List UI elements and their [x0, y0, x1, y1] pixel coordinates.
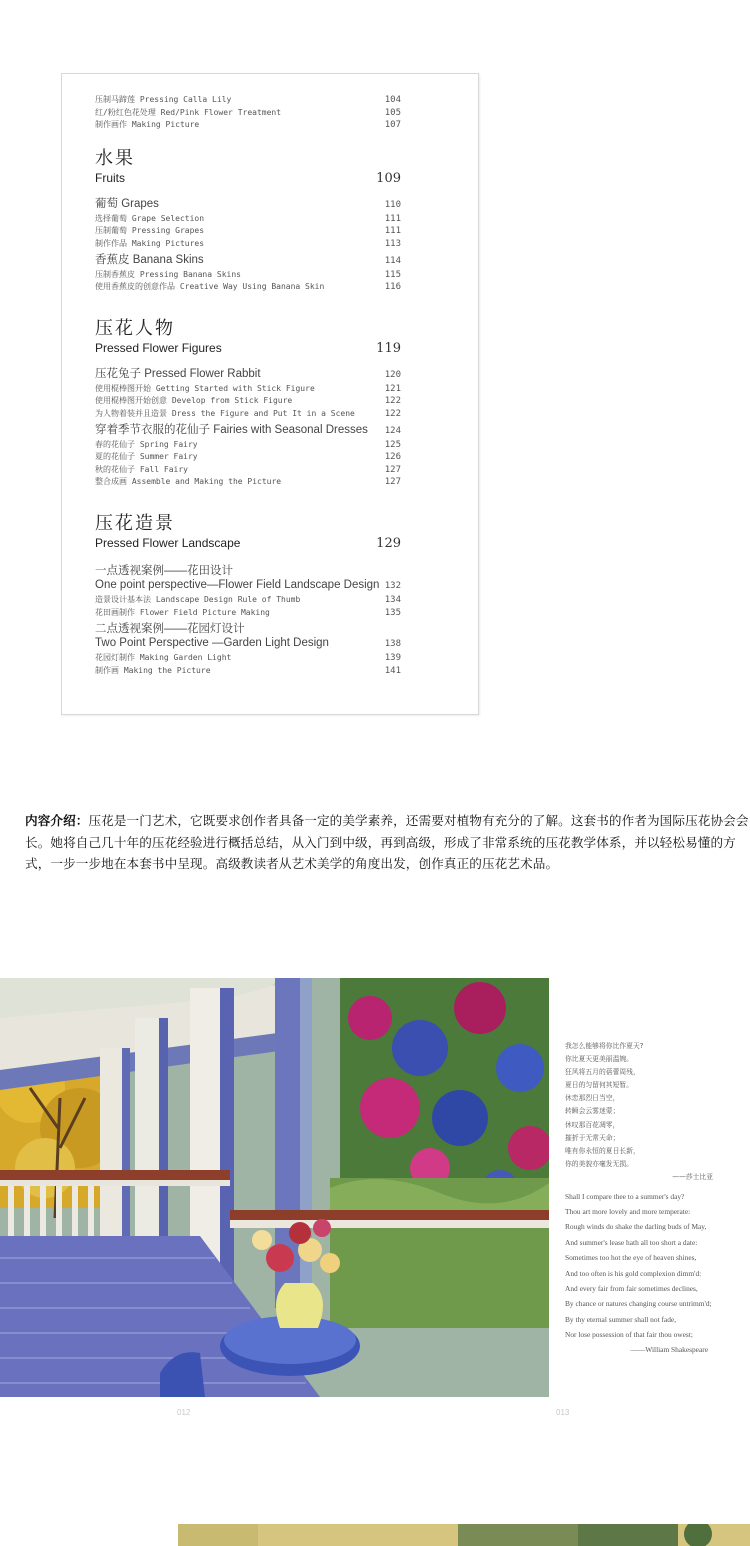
poem-en-line: By thy eternal summer shall not fade, — [565, 1314, 677, 1324]
toc-entry — [95, 451, 401, 464]
page-number-left: 012 — [177, 1408, 191, 1417]
toc-group-page: 110 — [384, 199, 401, 210]
toc-entry-page: 122 — [384, 396, 401, 407]
toc-entry-label: 使用棍棒图开始创意 Develop from Stick Figure — [95, 396, 293, 406]
poem-en-line: By chance or natures changing course untrimm'd; — [565, 1298, 712, 1308]
toc-entry — [95, 665, 401, 678]
toc-entry-label: 造景设计基本法 Landscape Design Rule of Thumb — [95, 594, 301, 604]
poem-en-line: And summer's lease hath all too short a date: — [565, 1238, 698, 1248]
toc-entry-page: 127 — [384, 464, 401, 475]
toc-entry-label: 制作画 Making the Picture — [95, 665, 211, 675]
section-title-en — [95, 170, 401, 187]
toc-entry-label: 春的花仙子 Spring Fairy — [95, 439, 198, 449]
poem-en-line: Sometimes too hot the eye of heaven shines, — [565, 1253, 697, 1263]
toc-entry — [95, 238, 401, 251]
toc-entry-label: 使用香蕉皮的创意作品 Creative Way Using Banana Skin — [95, 282, 325, 292]
toc-group-page: 138 — [384, 639, 401, 650]
toc-entry-page: 139 — [384, 653, 401, 664]
toc-entry-label: 使用棍棒图开始 Getting Started with Stick Figure — [95, 383, 315, 393]
toc-entry — [95, 107, 401, 120]
poem-cn-line: 你比夏天更美丽温婉。 — [565, 1055, 633, 1064]
toc-content — [95, 94, 401, 677]
toc-entry-page: 135 — [384, 607, 401, 618]
toc-entry — [95, 408, 401, 421]
poem-english — [565, 1189, 720, 1358]
toc-entry-label: 压制香蕉皮 Pressing Banana Skins — [95, 269, 241, 279]
toc-group-title — [95, 423, 401, 439]
section-title-en — [95, 535, 401, 552]
toc-entry — [95, 383, 401, 396]
toc-entry-page: 127 — [384, 477, 401, 488]
poem-en-line: Shall I compare thee to a summer's day? — [565, 1192, 685, 1201]
toc-group-title — [95, 253, 401, 269]
poem-en-line: Rough winds do shake the darling buds of May, — [565, 1222, 707, 1232]
toc-entry — [95, 594, 401, 607]
toc-entry — [95, 225, 401, 238]
toc-entry-label: 整合成画 Assemble and Making the Picture — [95, 477, 282, 487]
toc-entry-page: 115 — [384, 269, 401, 280]
toc-entry-page: 126 — [384, 452, 401, 463]
toc-entry — [95, 607, 401, 620]
toc-group-title — [95, 197, 401, 213]
toc-entry-page: 116 — [384, 282, 401, 293]
poem-en-line: And every fair from fair sometimes declines, — [565, 1283, 698, 1293]
toc-entry-page: 122 — [384, 408, 401, 419]
toc-entry — [95, 281, 401, 294]
toc-entry — [95, 119, 401, 132]
toc-entry-page: 104 — [384, 95, 401, 105]
poem-cn-line: 夏日的匀留何其短暂。 — [565, 1081, 633, 1090]
poem-cn-line: 唯有你永恒的夏日长新， — [565, 1146, 640, 1155]
section-title-cn: 水果 — [95, 147, 135, 169]
toc-entry-label: 选择葡萄 Grape Selection — [95, 213, 205, 223]
toc-entry-label: 压制马蹄莲 Pressing Calla Lily — [95, 95, 232, 104]
toc-entry-label: 花园灯制作 Making Garden Light — [95, 653, 232, 663]
toc-entry — [95, 439, 401, 452]
section-title-en-label: Fruits — [95, 170, 125, 185]
toc-group-title — [95, 636, 401, 652]
toc-entry-label: 压制葡萄 Pressing Grapes — [95, 226, 205, 236]
poem-cn-attribution: ——莎士比亚 — [672, 1172, 713, 1181]
toc-entry-page: 141 — [384, 665, 401, 676]
toc-entry — [95, 269, 401, 282]
toc-group-title-label: 葡萄 Grapes — [95, 197, 159, 210]
toc-entry-label: 为人物着装并且造景 Dress the Figure and Put It in a Scene — [95, 408, 355, 418]
toc-entry-page: 134 — [384, 594, 401, 605]
poem-cn-line: 狂风将五月的蓓蕾周残， — [565, 1068, 640, 1077]
description-label: 内容介绍： — [25, 813, 89, 828]
toc-entry-label: 红/粉红色花处理 Red/Pink Flower Treatment — [95, 107, 282, 117]
poem-en-line: And too often is his gold complexion dimm'd: — [565, 1268, 702, 1278]
toc-entry — [95, 213, 401, 226]
toc-group-title-label: Two Point Perspective —Garden Light Design — [95, 637, 329, 650]
toc-entry — [95, 464, 401, 477]
toc-entry-page: 113 — [384, 238, 401, 249]
toc-entry-page: 107 — [384, 120, 401, 131]
toc-entry-page: 105 — [384, 107, 401, 118]
toc-entry-label: 秋的花仙子 Fall Fairy — [95, 464, 188, 474]
poem-en-line: Thou art more lovely and more temperate: — [565, 1207, 691, 1217]
section-title-cn: 压花人物 — [95, 317, 175, 339]
toc-group-title-label: One point perspective—Flower Field Landscape Design — [95, 578, 380, 591]
poem-cn-line: 我怎么能够将你比作夏天? — [565, 1042, 644, 1050]
poem-cn-line: 转瞬会云雾迷蒙； — [565, 1107, 620, 1116]
page-number-right: 013 — [556, 1408, 570, 1417]
book-description — [25, 810, 750, 875]
poem-cn-line: 你的美貌亦毫发无损。 — [565, 1159, 633, 1168]
toc-group-page: 132 — [384, 580, 401, 591]
toc-group-title-label: 穿着季节衣服的花仙子 Fairies with Seasonal Dresses — [95, 423, 368, 436]
toc-group-title — [95, 367, 401, 383]
toc-group-page: 120 — [384, 369, 401, 380]
toc-entry-page: 121 — [384, 383, 401, 394]
toc-entry-page: 125 — [384, 439, 401, 450]
poem-en-line: Nor lose possession of that fair thou owest; — [565, 1330, 693, 1340]
toc-entry — [95, 94, 401, 107]
toc-entry-page: 111 — [384, 213, 401, 224]
section-title-en-label: Pressed Flower Landscape — [95, 535, 241, 550]
pressed-flower-porch-illustration — [0, 978, 549, 1397]
toc-entry — [95, 652, 401, 665]
toc-entry-label: 夏的花仙子 Summer Fairy — [95, 452, 198, 462]
toc-entry-label: 制作作品 Making Pictures — [95, 238, 205, 248]
toc-group-page: 124 — [384, 425, 401, 436]
toc-entry-page: 111 — [384, 226, 401, 237]
next-illustration-strip — [178, 1524, 750, 1546]
toc-page — [61, 73, 479, 715]
section-title-cn: 压花造景 — [95, 512, 175, 534]
toc-group-title-label: 压花兔子 Pressed Flower Rabbit — [95, 367, 261, 380]
toc-group-title-cn: 二点透视案例——花园灯设计 — [95, 623, 245, 636]
poem-cn-line: 休恋那烈日当空， — [565, 1094, 620, 1103]
toc-group-title-label: 香蕉皮 Banana Skins — [95, 253, 204, 266]
toc-entry-label: 花田画制作 Flower Field Picture Making — [95, 607, 270, 617]
section-title-en — [95, 340, 401, 357]
poem-chinese — [565, 1040, 725, 1184]
section-page: 109 — [376, 170, 401, 186]
section-page: 129 — [376, 535, 401, 551]
toc-group-title-cn: 一点透视案例——花田设计 — [95, 564, 233, 577]
toc-entry — [95, 476, 401, 489]
toc-group-page: 114 — [384, 255, 401, 266]
toc-entry-label: 制作画作 Making Picture — [95, 120, 200, 130]
section-title-en-label: Pressed Flower Figures — [95, 340, 222, 355]
toc-group-title — [95, 578, 401, 594]
toc-entry — [95, 395, 401, 408]
section-page: 119 — [376, 340, 401, 356]
poem-cn-line: 摧折于无常天命； — [565, 1133, 620, 1142]
poem-en-attribution: ——William Shakespeare — [630, 1345, 708, 1355]
description-text: 压花是一门艺术，它既要求创作者具备一定的美学素养，还需要对植物有充分的了解。这套书的作者为国际压花协会会长。她将自己几十年的压花经验进行概括总结，从入门到中级，再到高级，形成了非常系统的压花教学体系，并以轻松易懂的方式，一步一步地在本套书中呈现。高级教读者从艺术美学的角度出发，创作真正的压花艺术品。 — [25, 813, 749, 871]
poem-cn-line: 休叹那百花凋零， — [565, 1120, 620, 1129]
